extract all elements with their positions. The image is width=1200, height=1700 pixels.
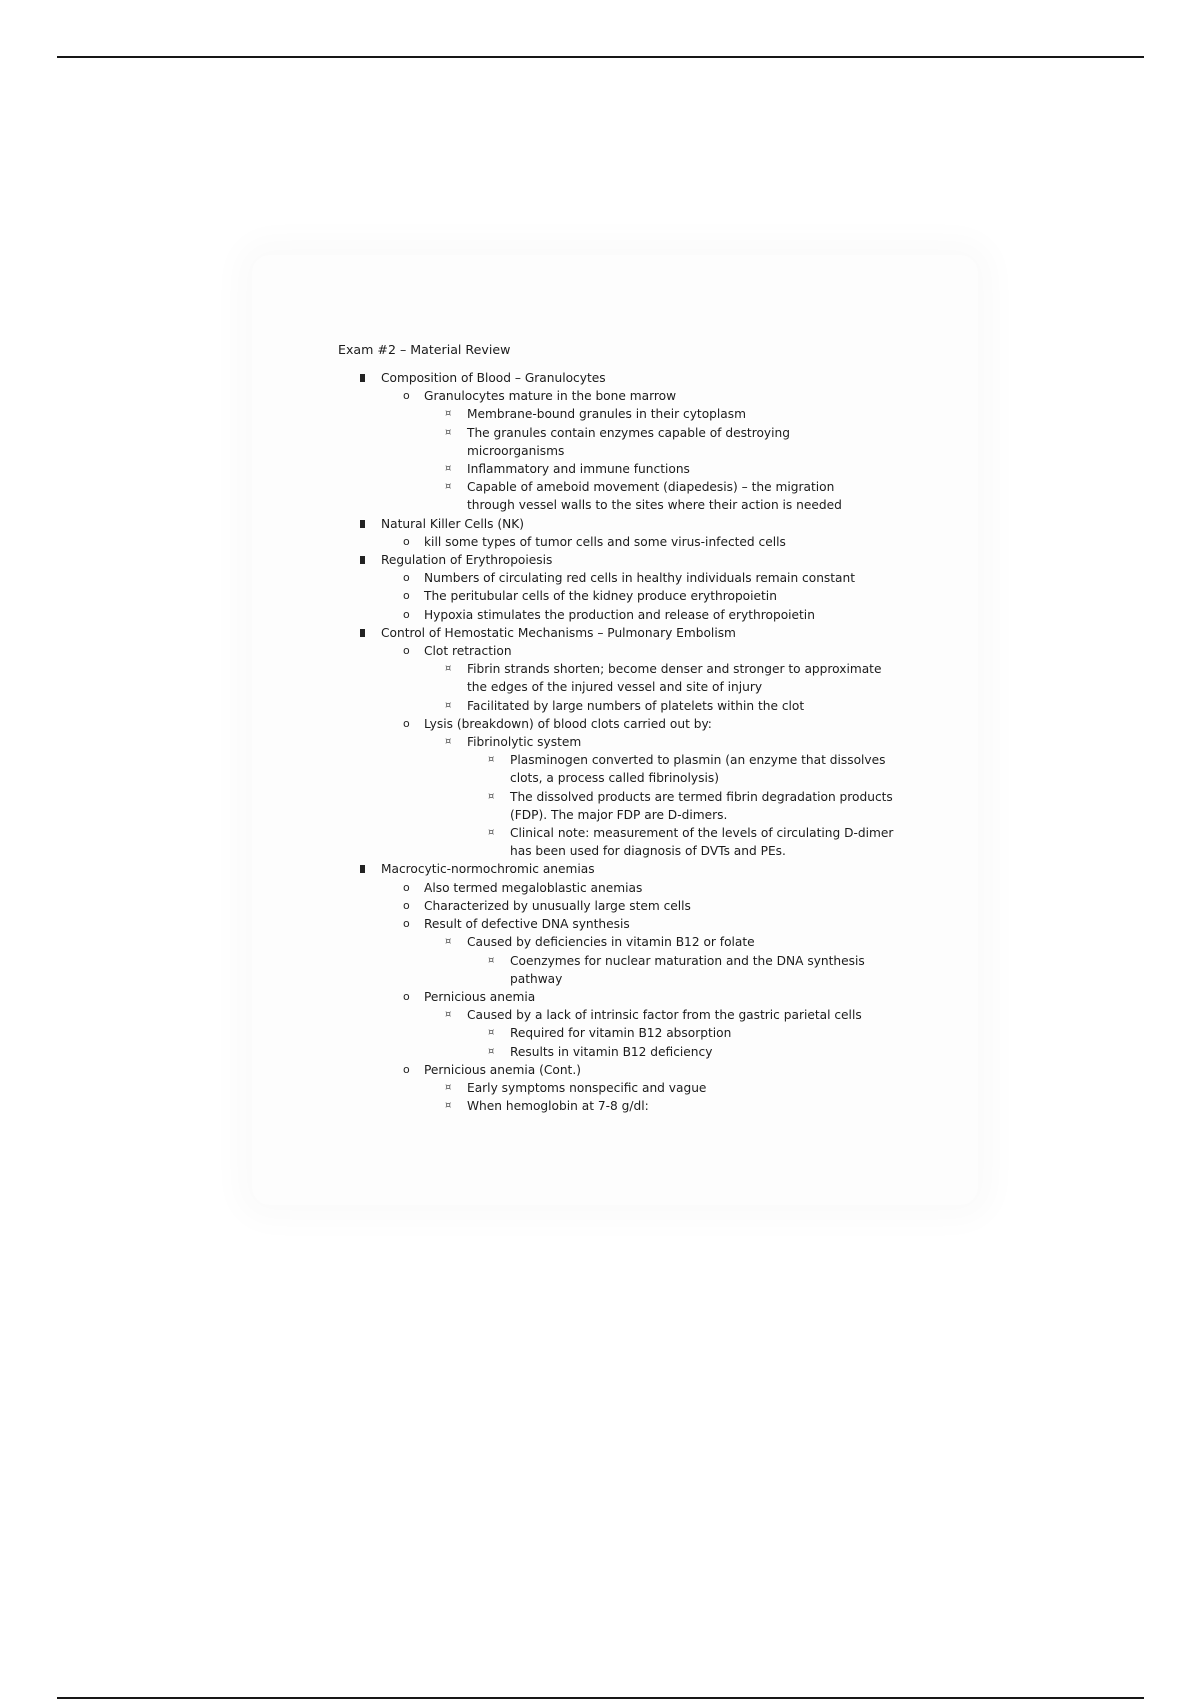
sub-list — [381, 533, 918, 551]
sub-list — [381, 569, 918, 624]
bullet-level1-item — [338, 515, 918, 551]
bullet-level1-item — [338, 624, 918, 861]
bullet-level3-item — [424, 1097, 918, 1115]
bullet-level4-item — [467, 824, 918, 860]
bullet-level2-item — [381, 642, 918, 715]
bullet-level2-item — [381, 569, 918, 587]
bullet-text: Pernicious anemia — [424, 989, 536, 1004]
bullet-text: Caused by deficiencies in vitamin B12 or folate — [467, 935, 755, 950]
bullet-level2-item — [381, 1061, 918, 1116]
bullet-text: Plasminogen converted to plasmin (an enzyme that dissolves clots, a process called fibrinolysis) — [510, 753, 886, 786]
bullet-text: Early symptoms nonspecific and vague — [467, 1080, 707, 1095]
bullet-text: kill some types of tumor cells and some virus-infected cells — [424, 534, 786, 549]
sub-list — [424, 1079, 918, 1115]
bullet-text: The peritubular cells of the kidney produce erythropoietin — [424, 589, 777, 604]
sub-list — [467, 751, 918, 860]
bullet-level2-item — [381, 915, 918, 988]
bullet-level3-item — [424, 460, 918, 478]
sub-list — [424, 1006, 918, 1061]
sub-list — [424, 405, 918, 514]
bullet-level2-item — [381, 606, 918, 624]
bullet-level1-item — [338, 860, 918, 1115]
bullet-level3-item — [424, 933, 918, 988]
bullet-text: Lysis (breakdown) of blood clots carried out by: — [424, 716, 712, 731]
sub-list — [381, 642, 918, 860]
bullet-level4-item — [467, 1024, 918, 1042]
bullet-level2-item — [381, 387, 918, 514]
top-rule — [57, 56, 1144, 58]
sub-list — [381, 879, 918, 1116]
bullet-level1-item — [338, 369, 918, 515]
bullet-text: Facilitated by large numbers of platelets within the clot — [467, 698, 805, 713]
bullet-text: Result of defective DNA synthesis — [424, 917, 630, 932]
bullet-level1-item — [338, 551, 918, 624]
bullet-text: Caused by a lack of intrinsic factor from the gastric parietal cells — [467, 1008, 862, 1023]
bullet-text: Composition of Blood – Granulocytes — [381, 371, 606, 385]
sub-list — [424, 733, 918, 860]
bullet-level3-item — [424, 424, 918, 460]
bullet-level4-item — [467, 952, 918, 988]
bullet-level2-item — [381, 897, 918, 915]
bullet-level3-item — [424, 660, 918, 696]
bullet-text: Required for vitamin B12 absorption — [510, 1026, 732, 1041]
bullet-level2-item — [381, 879, 918, 897]
bullet-level2-item — [381, 533, 918, 551]
bullet-text: Clinical note: measurement of the levels of circulating D-dimer has been used for diagnosis of DVTs and PEs. — [510, 826, 894, 859]
bullet-text: Regulation of Erythropoiesis — [381, 553, 553, 568]
bottom-rule — [57, 1697, 1144, 1699]
bullet-text: Clot retraction — [424, 644, 512, 659]
bullet-level3-item — [424, 697, 918, 715]
bullet-level2-item — [381, 587, 918, 605]
bullet-level3-item — [424, 478, 918, 514]
document-title: Exam #2 – Material Review — [338, 342, 511, 357]
bullet-level3-item — [424, 1079, 918, 1097]
bullet-text: Macrocytic-normochromic anemias — [381, 862, 595, 877]
bullet-level4-item — [467, 751, 918, 787]
sub-list — [467, 952, 918, 988]
bullet-level4-item — [467, 788, 918, 824]
bullet-text: When hemoglobin at 7-8 g/dl: — [467, 1099, 649, 1114]
sub-list — [381, 387, 918, 514]
bullet-text: Fibrinolytic system — [467, 735, 582, 750]
bullet-text: Hypoxia stimulates the production and release of erythropoietin — [424, 607, 815, 622]
bullet-text: Fibrin strands shorten; become denser and stronger to approximate the edges of the injured vessel and site of injury — [467, 662, 882, 695]
bullet-text: The dissolved products are termed fibrin degradation products (FDP). The major FDP are D-dimers. — [510, 789, 893, 822]
bullet-text: Coenzymes for nuclear maturation and the DNA synthesis pathway — [510, 953, 865, 986]
bullet-level3-item — [424, 1006, 918, 1061]
bullet-text: Membrane-bound granules in their cytoplasm — [467, 407, 746, 422]
bullet-text: Capable of ameboid movement (diapedesis) – the migration through vessel walls to the sites where their action is needed — [467, 480, 842, 513]
bullet-level3-item — [424, 405, 918, 423]
bullet-level3-item — [424, 733, 918, 860]
bullet-text: The granules contain enzymes capable of destroying microorganisms — [467, 425, 790, 458]
bullet-text: Control of Hemostatic Mechanisms – Pulmonary Embolism — [381, 625, 736, 640]
bullet-text: Inflammatory and immune functions — [467, 462, 690, 477]
bullet-level4-item — [467, 1043, 918, 1061]
bullet-text: Characterized by unusually large stem cells — [424, 898, 691, 913]
bullet-level2-item — [381, 715, 918, 861]
bullet-level2-item — [381, 988, 918, 1061]
bullet-text: Pernicious anemia (Cont.) — [424, 1062, 581, 1077]
bullet-text: Granulocytes mature in the bone marrow — [424, 389, 677, 404]
bullet-text: Natural Killer Cells (NK) — [381, 516, 524, 531]
sub-list — [424, 933, 918, 988]
sub-list — [424, 660, 918, 715]
bullet-text: Also termed megaloblastic anemias — [424, 880, 643, 895]
bullet-outline — [338, 369, 918, 1115]
bullet-text: Results in vitamin B12 deficiency — [510, 1044, 713, 1059]
sub-list — [467, 1024, 918, 1060]
bullet-text: Numbers of circulating red cells in healthy individuals remain constant — [424, 571, 856, 586]
